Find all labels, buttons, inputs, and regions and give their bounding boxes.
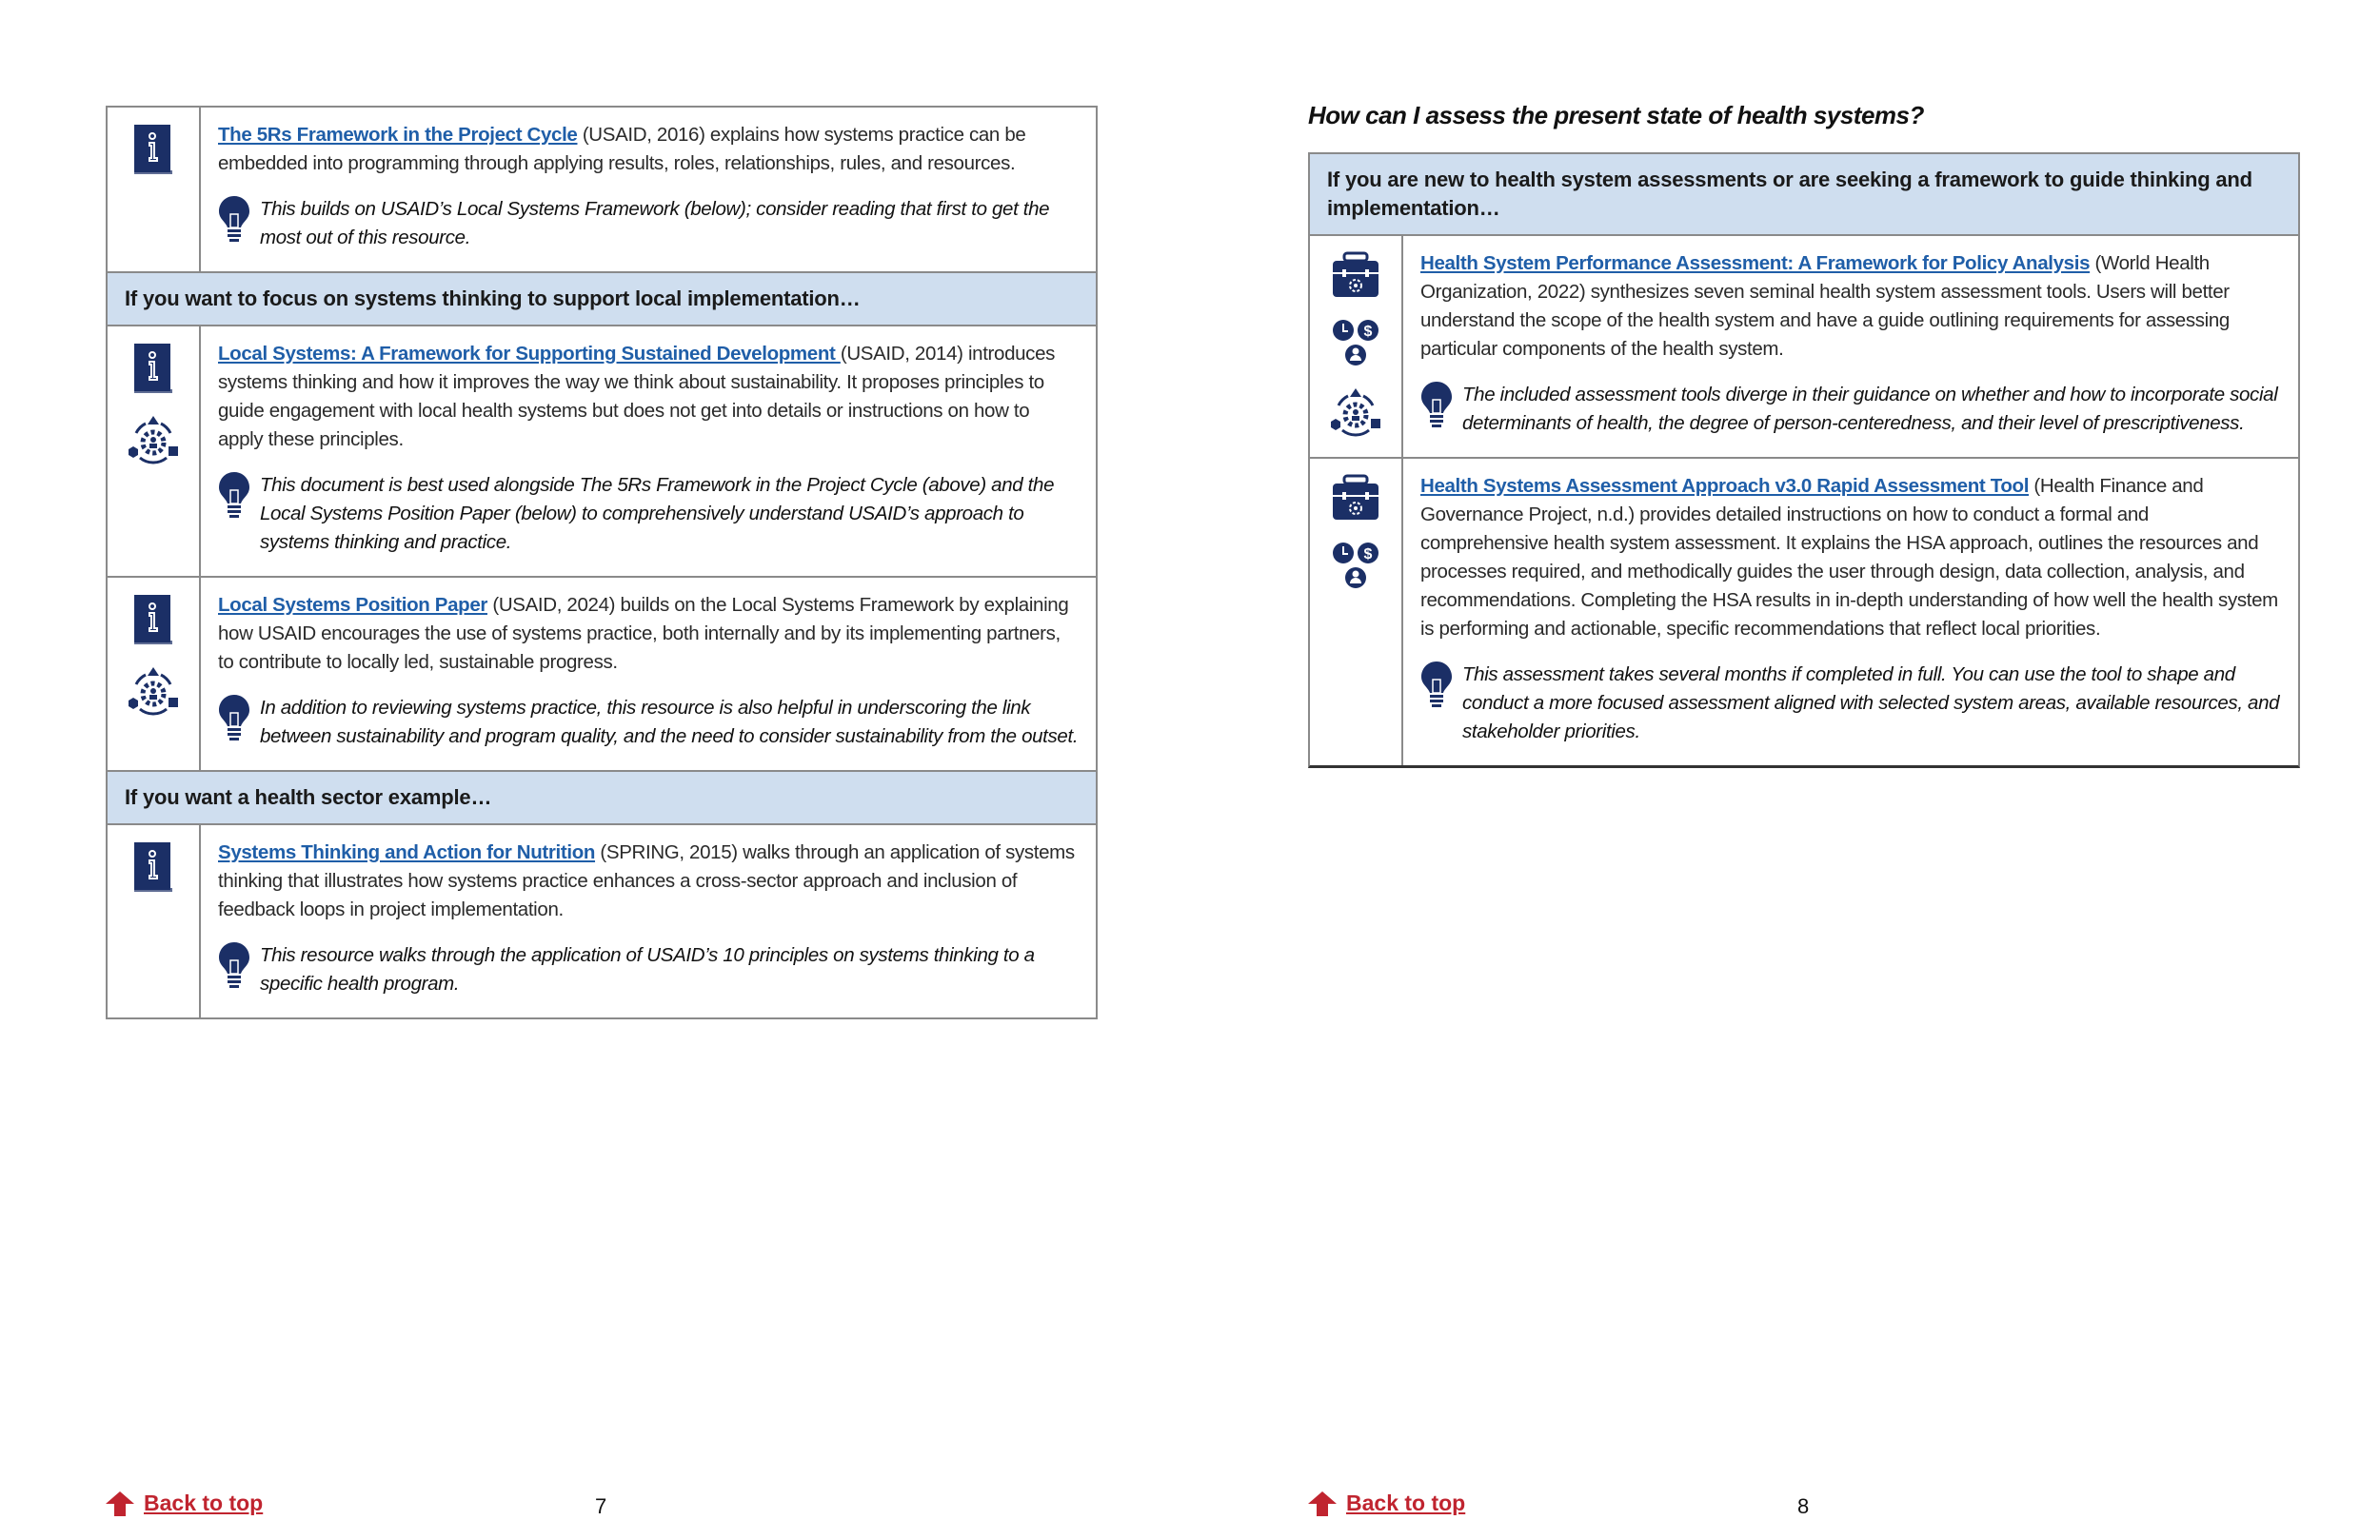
tip-text: This document is best used alongside The 5Rs Framework in the Project Cycle (above) and the Local Systems Position Paper (below) to comprehensively understand USAID’s approach to systems thinking and practice.	[260, 474, 1055, 553]
resources-icon	[1331, 541, 1380, 590]
resource-description	[201, 825, 1096, 1017]
lightbulb-icon	[218, 195, 250, 252]
systems-cycle-icon	[127, 414, 180, 467]
toolbox-icon	[1331, 474, 1380, 522]
page-number: 8	[1797, 1494, 1810, 1518]
resource-row	[1310, 457, 2298, 765]
resource-link[interactable]: Local Systems Position Paper	[218, 594, 487, 616]
book-info-icon	[132, 593, 174, 646]
icon-column	[108, 578, 201, 770]
toolbox-icon	[1331, 251, 1380, 299]
resource-description	[201, 108, 1096, 271]
up-arrow-icon	[106, 1491, 134, 1516]
section-header: If you want a health sector example…	[108, 770, 1096, 825]
resource-row	[1310, 236, 2298, 457]
back-to-top-link[interactable]: Back to top	[144, 1491, 264, 1515]
svg-text:$: $	[1363, 324, 1373, 340]
resource-link[interactable]: Health Systems Assessment Approach v3.0 Rapid Assessment Tool	[1420, 475, 2030, 497]
resource-table-left	[106, 106, 1098, 1019]
icon-column	[1310, 236, 1403, 457]
resource-text	[218, 839, 1079, 924]
back-to-top-link[interactable]: Back to top	[1346, 1491, 1466, 1515]
resource-summary: (Health Finance and Governance Project, n.d.) provides detailed instructions on how to conduct a formal and comprehensive health system assessment. It explains the HSA approach, outlines the resources and processes required, and methodically guides the user through design, data collection, analysis, and recommendations. Completing the HSA results in in-depth understanding of how well the health system is performing and actionable, specific recommendations that reflect local priorities.	[1420, 475, 2278, 640]
tip	[218, 941, 1079, 998]
resource-text	[1420, 472, 2281, 643]
tip-text: This resource walks through the application of USAID’s 10 principles on systems thinking to a specific health program.	[260, 944, 1035, 995]
section-header: If you want to focus on systems thinking to support local implementation…	[108, 271, 1096, 326]
icon-column	[108, 108, 201, 271]
resource-description	[201, 578, 1096, 770]
resource-row	[108, 825, 1096, 1017]
book-info-icon	[132, 123, 174, 176]
icon-column	[1310, 459, 1403, 765]
resource-summary: (World Health Organization, 2022) synthesizes seven seminal health system assessment tools. Users will better understand the scope of the health system and have a guide outlining requirements for assessing particular components of the health system.	[1420, 252, 2230, 360]
resource-text	[218, 121, 1079, 178]
resource-row	[108, 576, 1096, 770]
up-arrow-icon	[1308, 1491, 1337, 1516]
icon-column	[108, 825, 201, 1017]
tip	[1420, 381, 2281, 438]
resource-text	[1420, 249, 2281, 364]
tip	[218, 694, 1079, 751]
svg-text:$: $	[1363, 546, 1373, 563]
tip-text: The included assessment tools diverge in their guidance on whether and how to incorporate social determinants of health, the degree of person-centeredness, and their level of prescriptiveness.	[1462, 384, 2278, 434]
resource-text	[218, 340, 1079, 454]
resource-description	[201, 326, 1096, 576]
tip-text: This builds on USAID’s Local Systems Framework (below); consider reading that first to get the most out of this resource.	[260, 198, 1050, 248]
section-header: If you are new to health system assessments or are seeking a framework to guide thinking and implementation…	[1310, 154, 2298, 236]
systems-cycle-icon	[1329, 386, 1382, 440]
back-to-top-left[interactable]	[106, 1491, 263, 1516]
resource-summary: (SPRING, 2015) walks through an application of systems thinking that illustrates how systems practice enhances a cross-sector approach and inclusion of feedback loops in project implementation.	[218, 841, 1075, 920]
resource-link[interactable]: Systems Thinking and Action for Nutrition	[218, 841, 596, 863]
back-to-top-right[interactable]	[1308, 1491, 1465, 1516]
page-number: 7	[595, 1494, 607, 1518]
book-info-icon	[132, 840, 174, 894]
section-title: How can I assess the present state of health systems?	[1308, 101, 1924, 129]
resource-summary: (USAID, 2014) introduces systems thinking and how it improves the way we think about sustainability. It proposes principles to guide engagement with local health systems but does not get into details or instructions on how to apply these principles.	[218, 343, 1056, 450]
lightbulb-icon	[1420, 381, 1453, 438]
icon-column	[108, 326, 201, 576]
resources-icon	[1331, 318, 1380, 367]
tip	[1420, 661, 2281, 746]
systems-cycle-icon	[127, 665, 180, 719]
resource-text	[218, 591, 1079, 677]
resource-summary: (USAID, 2016) explains how systems practice can be embedded into programming through applying results, roles, relationships, rules, and resources.	[218, 124, 1026, 174]
resource-summary: (USAID, 2024) builds on the Local Systems Framework by explaining how USAID encourages the use of systems practice, both internally and by its implementing partners, to contribute to locally led, sustainable progress.	[218, 594, 1069, 673]
tip-text: This assessment takes several months if completed in full. You can use the tool to shape and conduct a more focused assessment aligned with selected system areas, available resources, and stakeholder priorities.	[1462, 663, 2280, 742]
lightbulb-icon	[218, 694, 250, 751]
lightbulb-icon	[218, 941, 250, 998]
book-info-icon	[132, 342, 174, 395]
resource-row	[108, 326, 1096, 576]
lightbulb-icon	[1420, 661, 1453, 746]
tip	[218, 471, 1079, 557]
resource-row	[108, 108, 1096, 271]
tip-text: In addition to reviewing systems practice, this resource is also helpful in underscoring the link between sustainability and program quality, and the need to consider sustainability from the outset.	[260, 697, 1079, 747]
resource-table-right	[1308, 152, 2300, 768]
resource-description	[1403, 236, 2298, 457]
lightbulb-icon	[218, 471, 250, 557]
tip	[218, 195, 1079, 252]
resource-link[interactable]: Local Systems: A Framework for Supporting Sustained Development	[218, 343, 841, 365]
resource-link[interactable]: Health System Performance Assessment: A Framework for Policy Analysis	[1420, 252, 2091, 274]
resource-description	[1403, 459, 2298, 765]
resource-link[interactable]: The 5Rs Framework in the Project Cycle	[218, 124, 578, 146]
